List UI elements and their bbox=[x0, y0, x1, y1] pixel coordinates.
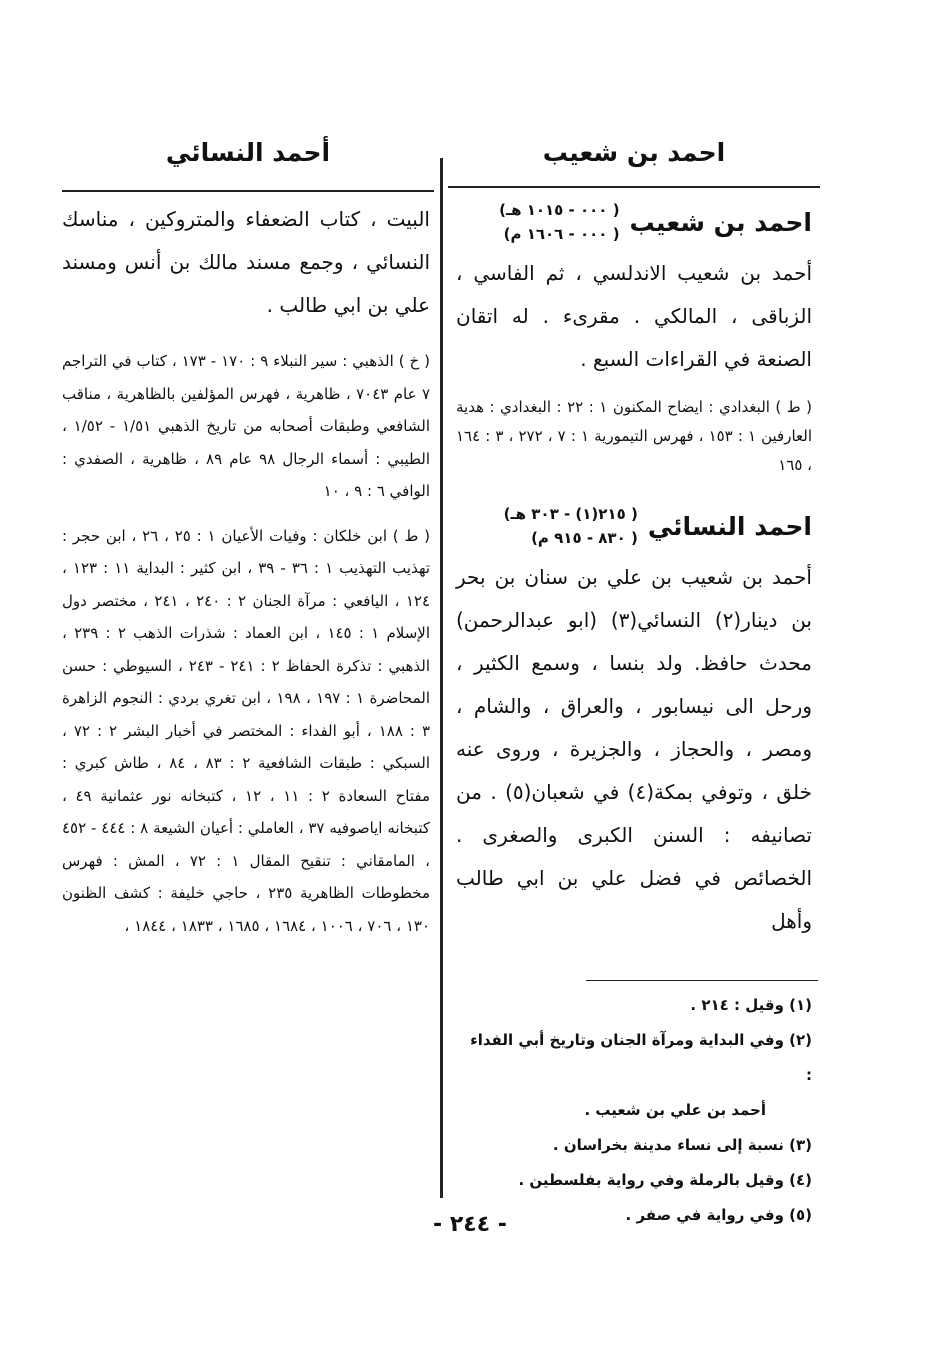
footnote-2: (٢) وفي البداية ومرآة الجنان وتاريخ أبي الفداء : bbox=[470, 1031, 812, 1084]
footnote-2-continued: أحمد بن علي بن شعيب . bbox=[584, 1101, 766, 1119]
dates-hijri: ( ٠٠٠ - ١٠١٥ هـ) bbox=[499, 201, 620, 219]
header-rule-left bbox=[62, 190, 434, 192]
footnote-4: (٤) وقيل بالرملة وفي رواية بفلسطين . bbox=[518, 1171, 812, 1189]
column-divider bbox=[440, 158, 443, 1198]
entry-name: احمد النسائي bbox=[647, 511, 812, 541]
left-column bbox=[62, 198, 430, 942]
manuscript-references: ( خ ) الذهبي : سير النبلاء ٩ : ١٧٠ - ١٧٣ ، كتاب في التراجم ٧ عام ٧٠٤٣ ، ظاهرية ، فهرس المؤلفين بالظاهرية ، مناقب الشافعي وطبقات أصحابه من تاريخ الذهبي ١/٥١ - ١/٥٢ ، الطيبي : أسماء الرجال ٩٨ عام ٨٩ ، ظاهرية ، الصفدي : الوافي ٦ : ٩ ، ١٠ bbox=[62, 352, 431, 500]
printed-references: ( ط ) ابن خلكان : وفيات الأعيان ١ : ٢٥ ، ٢٦ ، ابن حجر : تهذيب التهذيب ١ : ٣٦ - ٣٩ ، ابن كثير : البداية ١١ : ١٢٣ ، ١٢٤ ، اليافعي : مرآة الجنان ٢ : ٢٤٠ ، ٢٤١ ، مختصر دول الإسلام ١ : ١٤٥ ، ابن العماد : شذرات الذهب ٢ : ٢٣٩ ، الذهبي : تذكرة الحفاظ ٢ : ٢٤١ - ٢٤٣ ، السيوطي : حسن المحاضرة ١ : ١٩٧ ، ١٩٨ ، ابن تغري بردي : النجوم الزاهرة ٣ : ١٨٨ ، أبو الفداء : المختصر في أخبار البشر ٢ : ٧٢ ، السبكي : طبقات الشافعية ٢ : ٨٣ ، ٨٤ ، طاش كبري : مفتاح السعادة ٢ : ١١ ، ١٢ ، كتبخانه نور عثمانية ٤٩ ، كتبخانه اياصوفيه ٣٧ ، العاملي : أعيان الشيعة ٨ : ٤٤٤ - ٤٥٢ ، المامقاني : تنقيح المقال ١ : ٧٢ ، المش : فهرس مخطوطات الظاهرية ٢٣٥ ، حاجي خليفة : كشف الظنون ١٣٠ ، ٧٠٦ ، ١٠٠٦ ، ١٦٨٤ ، ١٦٨٥ ، ١٨٣٣ ، ١٨٤٤ ، bbox=[62, 526, 431, 935]
entry-body: أحمد بن شعيب الاندلسي ، ثم الفاسي ، الزباقى ، المالكي . مقرىء . له اتقان الصنعة في القراءات السبع . bbox=[456, 261, 812, 371]
header-rule-right bbox=[448, 186, 820, 188]
right-column bbox=[456, 198, 812, 943]
entry-references: ( ط ) البغدادي : ايضاح المكنون ١ : ٢٢ : البغدادي : هدية العارفين ١ : ١٥٣ ، فهرس التيمورية ١ : ٧ ، ٢٧٢ ، ٣ : ١٦٤ ، ١٦٥ bbox=[456, 398, 813, 474]
entry-name: احمد بن شعيب bbox=[629, 207, 812, 237]
dates-gregorian: ( ٠٠٠ - ١٦٠٦ م) bbox=[503, 225, 620, 243]
page-number: - ٢٤٤ - bbox=[433, 1212, 507, 1237]
entry-heading bbox=[456, 198, 812, 246]
footnote-5: (٥) وفي رواية في صفر . bbox=[625, 1206, 812, 1224]
dates-gregorian: ( ٨٣٠ - ٩١٥ م) bbox=[531, 529, 638, 547]
footnote-3: (٣) نسبة إلى نساء مدينة بخراسان . bbox=[552, 1136, 812, 1154]
left-running-title: أحمد النسائي bbox=[165, 138, 331, 167]
footnote-1: (١) وقيل : ٢١٤ . bbox=[690, 996, 812, 1014]
entry-ahmad-al-nasai bbox=[456, 502, 812, 943]
footnote-rule bbox=[586, 980, 818, 981]
entry-dates bbox=[499, 198, 619, 246]
entry-heading bbox=[456, 502, 812, 550]
continued-body: البيت ، كتاب الضعفاء والمتروكين ، مناسك النسائي ، وجمع مسند مالك بن أنس ومسند علي بن ابي طالب . bbox=[62, 207, 430, 317]
entry-body: أحمد بن شعيب بن علي بن سنان بن بحر بن دينار(٢) النسائي(٣) (ابو عبدالرحمن) محدث حافظ. ولد بنسا ، وسمع الكثير ، ورحل الى نيسابور ، والعراق ، والشام ، ومصر ، والحجاز ، والجزيرة ، وروى عنه خلق ، وتوفي بمكة(٤) في شعبان(٥) . من تصانيفه : السنن الكبرى والصغرى . الخصائص في فضل علي بن ابي طالب وأهل bbox=[456, 565, 812, 933]
right-running-title: احمد بن شعيب bbox=[542, 138, 726, 167]
entry-dates bbox=[504, 502, 638, 550]
entry-ahmad-bin-shuayb bbox=[456, 198, 812, 480]
footnotes bbox=[470, 988, 812, 1233]
dates-hijri: ( ٢١٥(١) - ٣٠٣ هـ) bbox=[503, 505, 638, 523]
